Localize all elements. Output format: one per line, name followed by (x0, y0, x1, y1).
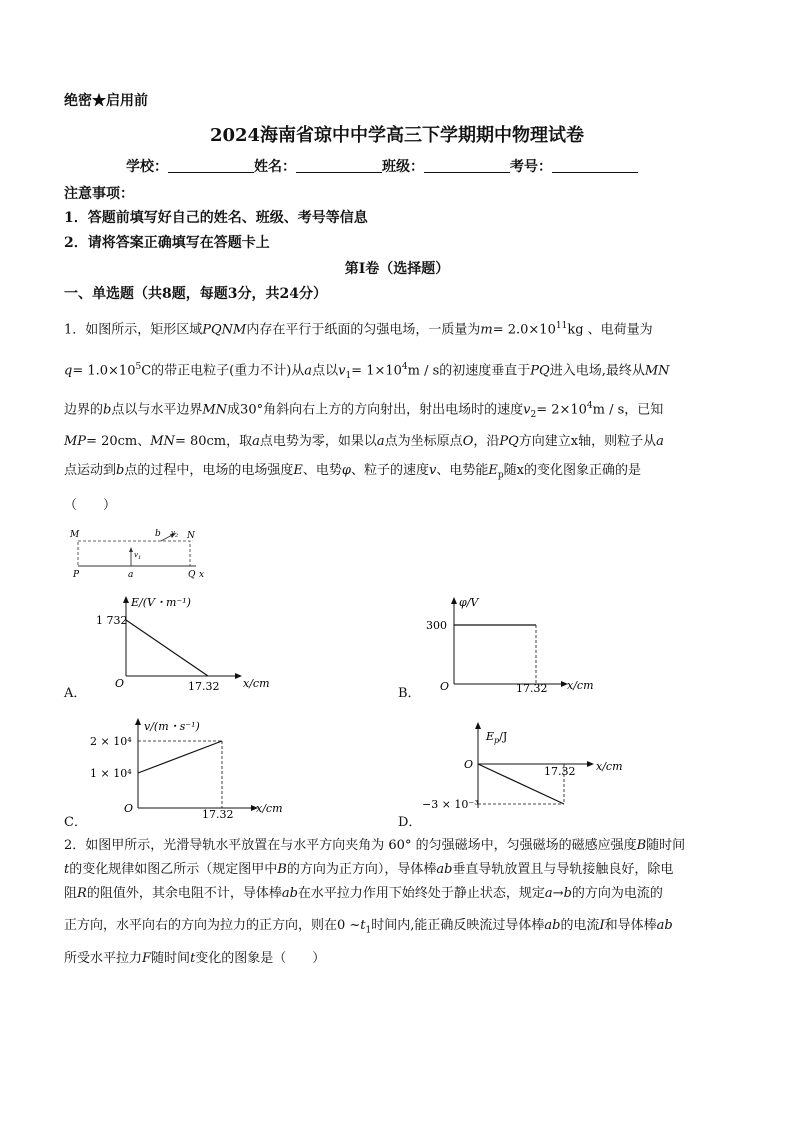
c-xtick: 17.32 (202, 808, 234, 821)
a-series-line (126, 620, 208, 676)
label-a: a (128, 570, 134, 580)
school-blank[interactable] (168, 158, 254, 173)
q1-line-2: $q= 1.0\times 10^5C$的带正电粒子(重力不计)从a点以$v_1= 1\times 10^4m / s$的初速度垂直于PQ进入电场,最终从MN (64, 362, 670, 381)
notice-item-1: 1．答题前填写好自己的姓名、班级、考号等信息 (64, 210, 368, 226)
c-y-arrow (135, 718, 141, 725)
option-a-graph (96, 590, 300, 700)
c-xlabel: x/cm (256, 802, 283, 815)
q2-line-2: t的变化规律如图乙所示（规定图甲中B的方向为正方向），导体棒ab垂直导轨放置且与导轨接触良好，除电 (64, 862, 674, 877)
option-d-graph (420, 712, 650, 814)
b-origin: O (440, 680, 450, 693)
school-label: 学校： (126, 159, 168, 175)
page-title: 2024海南省琼中中学高三下学期期中物理试卷 (209, 125, 585, 146)
v1-arrowhead (129, 547, 133, 552)
id-label: 考号： (510, 159, 552, 175)
q1-line-1: 1．如图所示，矩形区域PQNM内存在平行于纸面的匀强电场，一质量为$m= 2.0\times 10^{11}kg$ 、电荷量为 (64, 321, 653, 338)
secret-label: 绝密★启用前 (64, 93, 148, 109)
section-heading: 一、单选题（共8题，每题3分，共24分） (64, 286, 327, 302)
class-label: 班级： (382, 159, 424, 175)
a-xtick: 17.32 (188, 680, 220, 693)
label-v1: $v_1$ (134, 551, 142, 561)
b-xlabel: x/cm (567, 679, 594, 692)
d-ytick: −3 × 10⁻³ (422, 798, 479, 811)
q1-line-5: 点运动到b点的过程中，电场的电场强度E、电势φ、粒子的速度v、电势能$E_p$随x的变化图象正确的是 (64, 463, 641, 481)
label-b: b (155, 529, 161, 539)
label-v2: $v_2$ (171, 529, 179, 539)
option-d-label[interactable]: D． (398, 815, 422, 830)
field-region-figure (64, 524, 214, 580)
id-blank[interactable] (552, 158, 638, 173)
option-c-label[interactable]: C． (64, 815, 87, 830)
d-xtick: 17.32 (544, 765, 576, 778)
label-x: x (199, 570, 205, 580)
option-c-graph (84, 714, 304, 826)
name-blank[interactable] (296, 158, 382, 173)
q2-line-4: 正方向，水平向右的方向为拉力的正方向，则在0 $\sim t_1$时间内,能正确反映流过导体棒ab的电流I和导体棒ab (64, 918, 673, 936)
a-origin: O (115, 677, 125, 690)
info-fields (126, 157, 638, 177)
label-Q: Q (188, 570, 196, 580)
option-a-label[interactable]: A． (64, 686, 87, 701)
name-label: 姓名： (254, 159, 296, 175)
label-P: P (73, 570, 80, 580)
c-ytick-lo: 1 × 10⁴ (90, 767, 132, 780)
label-N: N (187, 531, 195, 541)
q1-line-3: 边界的b点以与水平边界MN成30°角斜向右上方的方向射出，射出电场时的速度$v_2= 2\times 10^4m / s$，已知 (64, 401, 664, 420)
option-b-label[interactable]: B． (398, 686, 421, 701)
q2-line-5: 所受水平拉力F随时间t变化的图象是（ ） (64, 951, 326, 966)
class-blank[interactable] (424, 158, 510, 173)
b-ytick: 300 (426, 619, 447, 632)
q2-line-3: 阻R的阻值外，其余电阻不计，导体棒ab在水平拉力作用下始终处于静止状态，规定a→b的方向为电流的 (64, 886, 663, 901)
q1-line-4: MP= 20cm、MN= 80cm，取a点电势为零，如果以a点为坐标原点O，沿PQ方向建立x轴，则粒子从a (64, 434, 664, 449)
c-ylabel: v/(m・s⁻¹) (144, 720, 200, 733)
label-M: M (70, 530, 80, 540)
notice-item-2: 2．请将答案正确填写在答题卡上 (64, 235, 270, 251)
d-xlabel: x/cm (596, 760, 623, 773)
c-origin: O (124, 802, 134, 815)
q2-line-1: 2．如图甲所示，光滑导轨水平放置在与水平方向夹角为 60° 的匀强磁场中，匀强磁场的磁感应强度B随时间 (64, 838, 686, 853)
a-x-arrow (235, 673, 242, 679)
d-ylabel: $E_p/J$ (486, 730, 508, 745)
b-ylabel: φ/V (459, 596, 479, 609)
a-ylabel: E/(V・m⁻¹) (131, 596, 191, 609)
d-y-arrow (475, 722, 481, 729)
b-y-arrow (451, 597, 457, 604)
q1-answer-paren: （ ） (64, 498, 117, 513)
c-ytick-hi: 2 × 10⁴ (90, 735, 132, 748)
volume-title: 第Ⅰ卷（选择题） (344, 261, 450, 277)
a-ytick: 1 732 (96, 614, 128, 627)
d-origin: O (464, 758, 474, 771)
notice-title: 注意事项： (64, 186, 134, 202)
option-b-graph (420, 590, 620, 700)
b-xtick: 17.32 (516, 682, 548, 695)
d-x-arrow (587, 761, 594, 767)
a-y-arrow (123, 596, 129, 603)
c-series-line (138, 741, 222, 773)
a-xlabel: x/cm (243, 677, 270, 690)
